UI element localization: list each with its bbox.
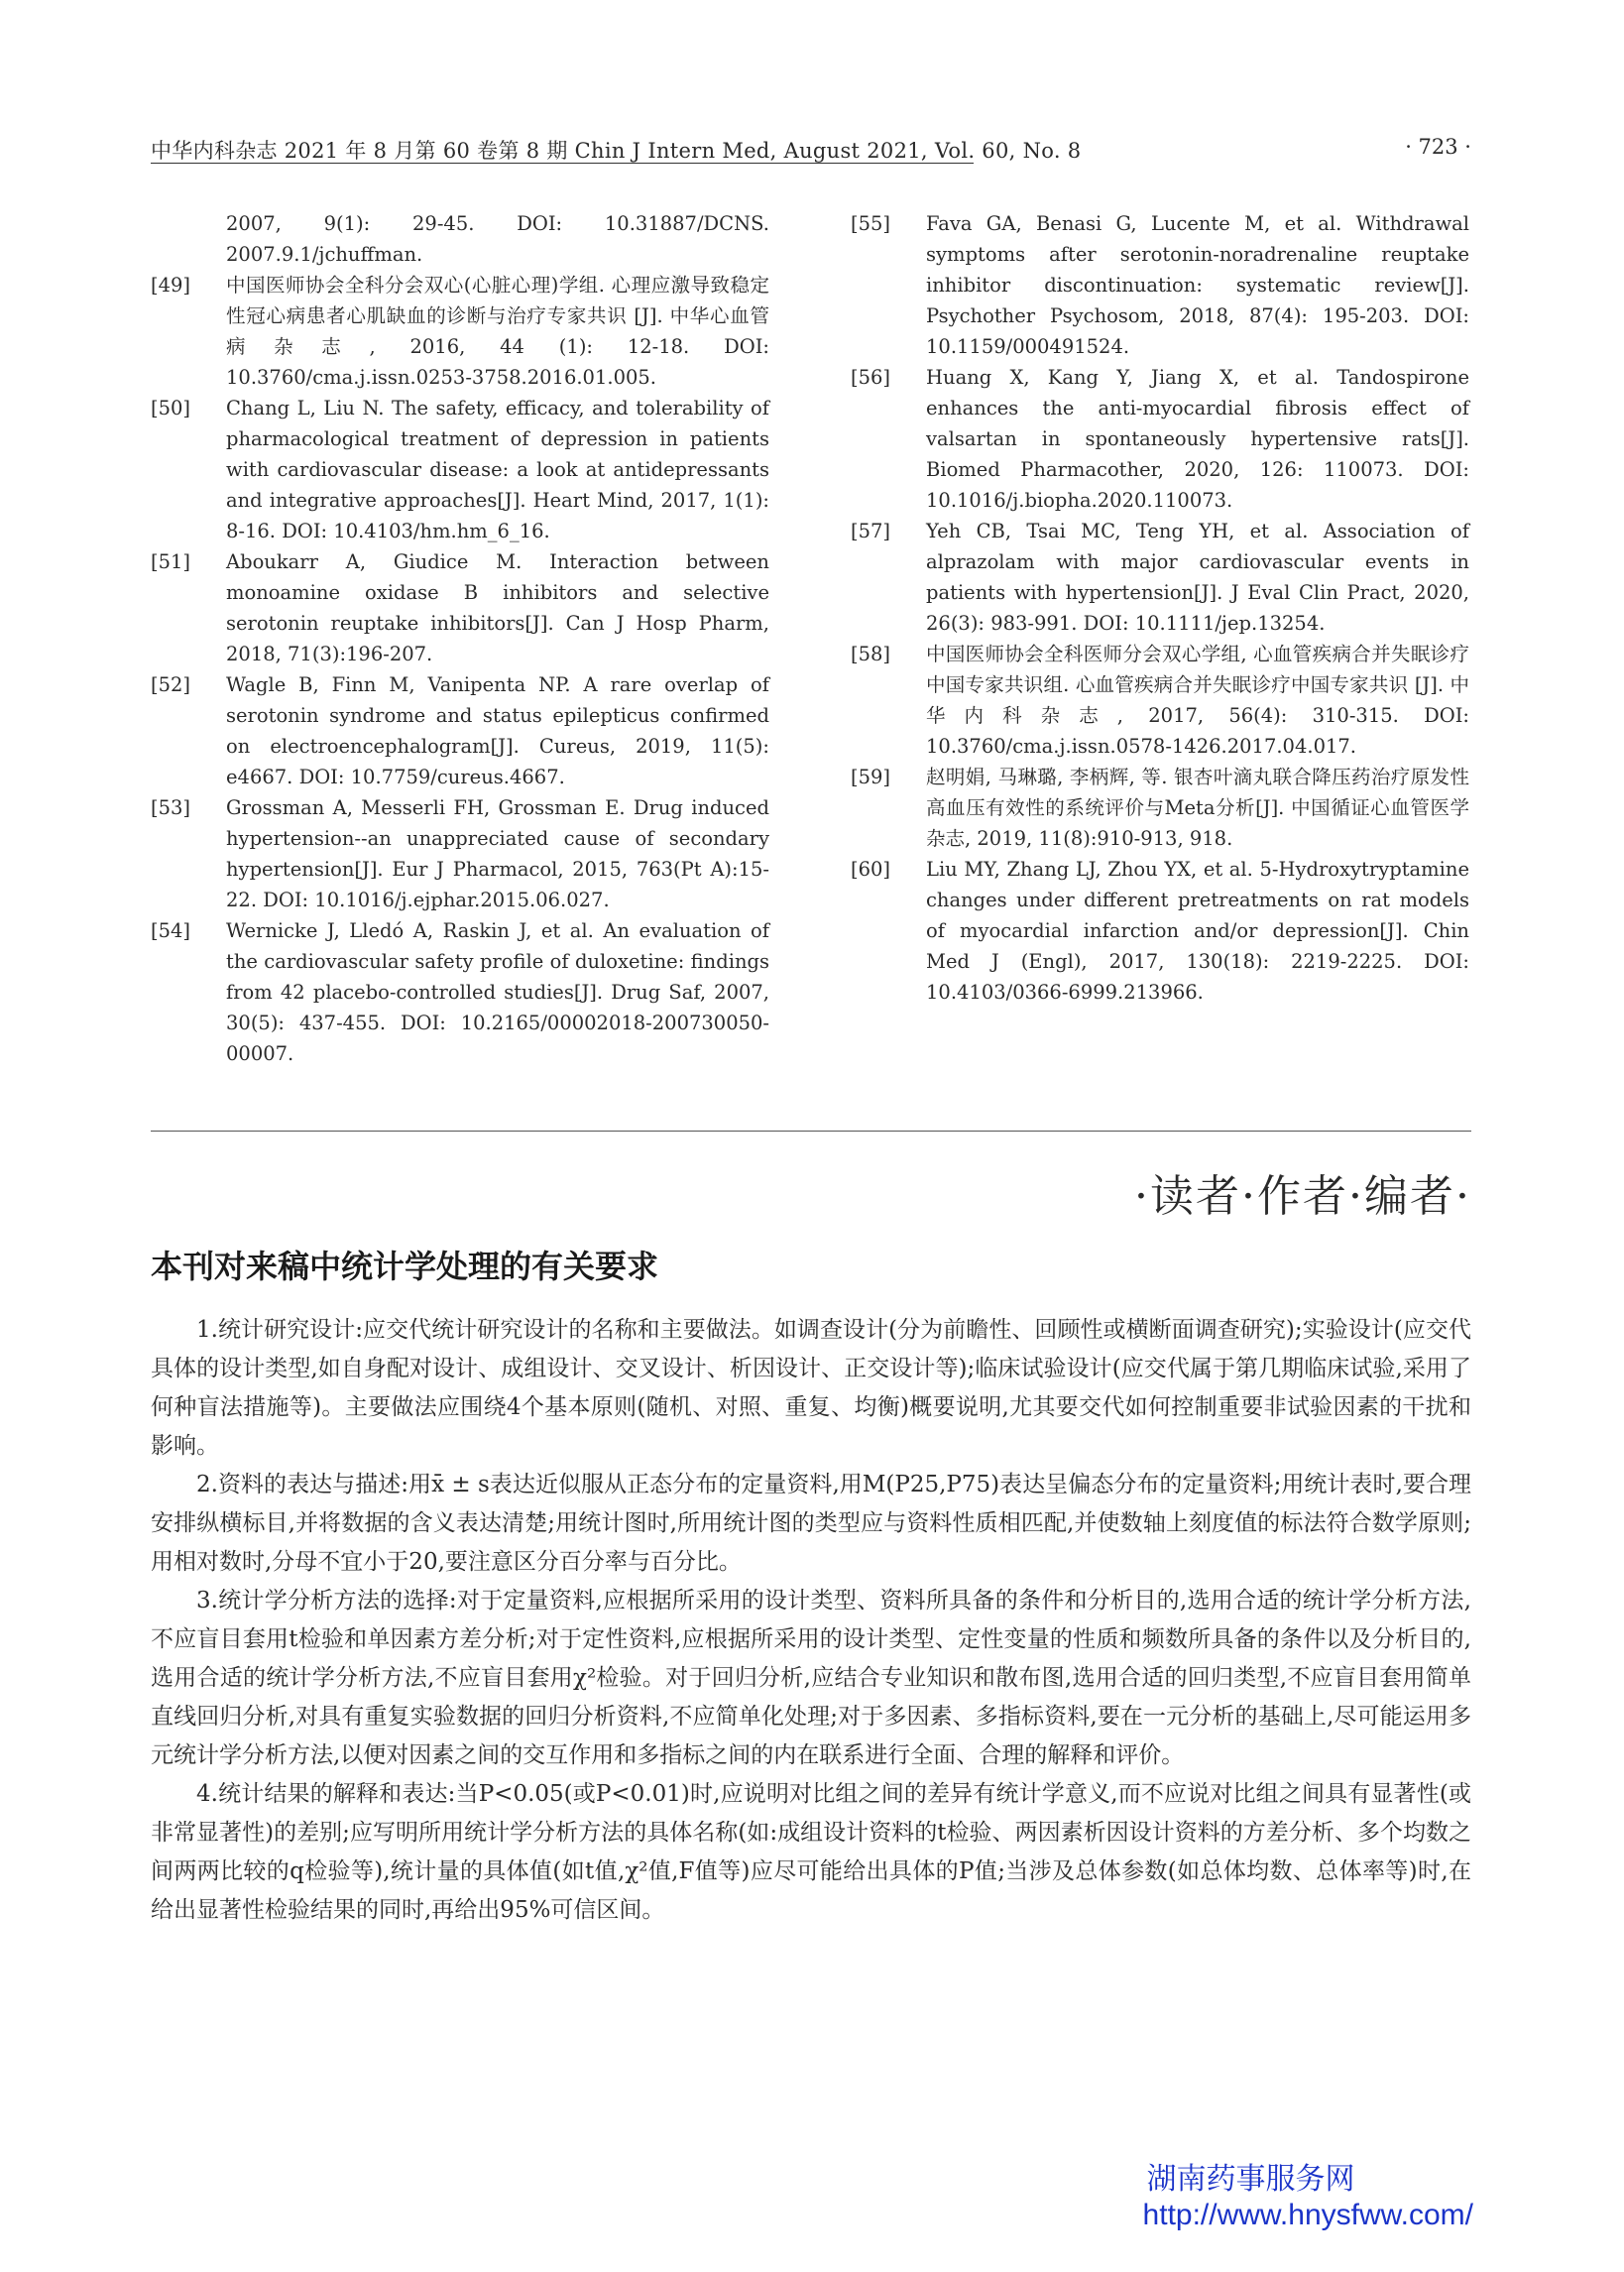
reference-text: Yeh CB, Tsai MC, Teng YH, et al. Association of alprazolam with major cardiovascular events in patients with hypertension[J]. J Eval Clin Pract, 2020, 26(3): 983-991. DOI: 10.1111/jep.13254.	[926, 520, 1469, 635]
reference-text: Huang X, Kang Y, Jiang X, et al. Tandospirone enhances the anti-myocardial fibrosis effect of valsartan in spontaneously hypertensive rats[J]. Biomed Pharmacother, 2020, 126: 110073. DOI: 10.1016/j.biopha.2020.110073.	[926, 366, 1469, 512]
reference-item	[151, 669, 769, 792]
reference-number: [60]	[851, 858, 891, 881]
reference-number: [53]	[151, 796, 191, 819]
reference-item	[851, 762, 1469, 854]
reference-item	[151, 393, 769, 546]
reference-number: [49]	[151, 274, 191, 297]
reference-number: [56]	[851, 366, 891, 389]
reference-text: Aboukarr A, Giudice M. Interaction between monoamine oxidase B inhibitors and selective serotonin reuptake inhibitors[J]. Can J Hosp Pharm, 2018, 71(3):196-207.	[226, 550, 769, 665]
paragraph: 3.统计学分析方法的选择:对于定量资料,应根据所采用的设计类型、资料所具备的条件和分析目的,选用合适的统计学分析方法,不应盲目套用t检验和单因素方差分析;对于定性资料,应根据所采用的设计类型、定性变量的性质和频数所具备的条件以及分析目的,选用合适的统计学分析方法,不应盲目套用χ²检验。对于回归分析,应结合专业知识和散布图,选用合适的回归类型,不应盲目套用简单直线回归分析,对具有重复实验数据的回归分析资料,不应简单化处理;对于多因素、多指标资料,要在一元分析的基础上,尽可能运用多元统计学分析方法,以便对因素之间的交互作用和多指标之间的内在联系进行全面、合理的解释和评价。	[151, 1588, 1471, 1768]
reference-number: [51]	[151, 550, 191, 573]
page-number: · 723 ·	[1405, 135, 1471, 159]
watermark-url[interactable]: http://www.hnysfww.com/	[1142, 2199, 1473, 2231]
journal-line: 中华内科杂志 2021 年 8 月第 60 卷第 8 期 Chin J Intern Med, August 2021, Vol. 60, No. 8	[151, 139, 1082, 163]
reference-item	[851, 516, 1469, 639]
header-rule	[151, 163, 974, 164]
paragraph: 2.资料的表达与描述:用x̄ ± s表达近似服从正态分布的定量资料,用M(P25,P75)表达呈偏态分布的定量资料;用统计表时,要合理安排纵横标目,并将数据的含义表达清楚;用统计图时,所用统计图的类型应与资料性质相匹配,并使数轴上刻度值的标法符合数学原则;用相对数时,分母不宜小于20,要注意区分百分率与百分比。	[151, 1472, 1471, 1575]
reference-text: Fava GA, Benasi G, Lucente M, et al. Withdrawal symptoms after serotonin-noradrenaline reuptake inhibitor discontinuation: systematic review[J]. Psychother Psychosom, 2018, 87(4): 195-203. DOI: 10.1159/000491524.	[926, 212, 1469, 358]
reference-number: [50]	[151, 397, 191, 419]
reference-number: [54]	[151, 919, 191, 942]
paragraph: 1.统计研究设计:应交代统计研究设计的名称和主要做法。如调查设计(分为前瞻性、回顾性或横断面调查研究);实验设计(应交代具体的设计类型,如自身配对设计、成组设计、交叉设计、析因设计、正交设计等);临床试验设计(应交代属于第几期临床试验,采用了何种盲法措施等)。主要做法应围绕4个基本原则(随机、对照、重复、均衡)概要说明,尤其要交代如何控制重要非试验因素的干扰和影响。	[151, 1317, 1471, 1459]
article-title: 本刊对来稿中统计学处理的有关要求	[151, 1248, 659, 1285]
reference-text: Grossman A, Messerli FH, Grossman E. Drug induced hypertension--an unappreciated cause of secondary hypertension[J]. Eur J Pharmacol, 2015, 763(Pt A):15-22. DOI: 10.1016/j.ejphar.2015.06.027.	[226, 796, 769, 911]
running-header	[151, 135, 1471, 165]
reference-text: 2007, 9(1): 29-45. DOI: 10.31887/DCNS. 2007.9.1/jchuffman.	[226, 212, 769, 266]
reference-number: [59]	[851, 766, 891, 788]
reference-number: [57]	[851, 520, 891, 542]
references-left-column	[151, 208, 769, 1069]
reference-item	[851, 208, 1469, 362]
reference-text: 中国医师协会全科分会双心(心脏心理)学组. 心理应激导致稳定性冠心病患者心肌缺血的诊断与治疗专家共识 [J]. 中华心血管病杂志, 2016, 44 (1): 12-18. DOI: 10.3760/cma.j.issn.0253-3758.2016.01.005.	[226, 274, 769, 389]
references-right-column	[851, 208, 1469, 1008]
reference-item	[851, 639, 1469, 762]
reference-text: Wagle B, Finn M, Vanipenta NP. A rare overlap of serotonin syndrome and status epilepticus confirmed on electroencephalogram[J]. Cureus, 2019, 11(5): e4667. DOI: 10.7759/cureus.4667.	[226, 673, 769, 788]
reference-number: [58]	[851, 643, 891, 665]
reference-text: 赵明娟, 马琳璐, 李柄辉, 等. 银杏叶滴丸联合降压药治疗原发性高血压有效性的系统评价与Meta分析[J]. 中国循证心血管医学杂志, 2019, 11(8):910-913, 918.	[926, 766, 1469, 850]
reference-item	[151, 546, 769, 669]
reference-number: [52]	[151, 673, 191, 696]
reference-item	[151, 270, 769, 393]
reference-item	[151, 792, 769, 915]
reference-item	[851, 362, 1469, 516]
reference-item	[151, 208, 769, 270]
reference-number: [55]	[851, 212, 891, 235]
column-title: ·读者·作者·编者·	[1134, 1171, 1471, 1222]
reference-text: Chang L, Liu N. The safety, efficacy, and tolerability of pharmacological treatment of depression in patients with cardiovascular disease: a look at antidepressants and integrative approaches[J]. Heart Mind, 2017, 1(1): 8-16. DOI: 10.4103/hm.hm_6_16.	[226, 397, 769, 542]
reference-item	[151, 915, 769, 1069]
paragraph: 4.统计结果的解释和表达:当P<0.05(或P<0.01)时,应说明对比组之间的差异有统计学意义,而不应说对比组之间具有显著性(或非常显著性)的差别;应写明所用统计学分析方法的具体名称(如:成组设计资料的t检验、两因素析因设计资料的方差分析、多个均数之间两两比较的q检验等),统计量的具体值(如t值,χ²值,F值等)应尽可能给出具体的P值;当涉及总体参数(如总体均数、总体率等)时,在给出显著性检验结果的同时,再给出95%可信区间。	[151, 1781, 1471, 1923]
reference-text: Wernicke J, Lledó A, Raskin J, et al. An evaluation of the cardiovascular safety profile of duloxetine: findings from 42 placebo-controlled studies[J]. Drug Saf, 2007, 30(5): 437-455. DOI: 10.2165/00002018-200730050-00007.	[226, 919, 769, 1065]
watermark-site-name: 湖南药事服务网	[1146, 2163, 1355, 2196]
reference-text: Liu MY, Zhang LJ, Zhou YX, et al. 5-Hydroxytryptamine changes under different pretreatments on rat models of myocardial infarction and/or depression[J]. Chin Med J (Engl), 2017, 130(18): 2219-2225. DOI: 10.4103/0366-6999.213966.	[926, 858, 1469, 1004]
article-body	[151, 1311, 1471, 1930]
reference-text: 中国医师协会全科医师分会双心学组, 心血管疾病合并失眠诊疗中国专家共识组. 心血管疾病合并失眠诊疗中国专家共识 [J]. 中华内科杂志, 2017, 56(4): 310-315. DOI: 10.3760/cma.j.issn.0578-1426.2017.04.017.	[926, 643, 1469, 758]
reference-item	[851, 854, 1469, 1008]
site-watermark	[1143, 2162, 1473, 2233]
section-divider	[151, 1131, 1471, 1132]
